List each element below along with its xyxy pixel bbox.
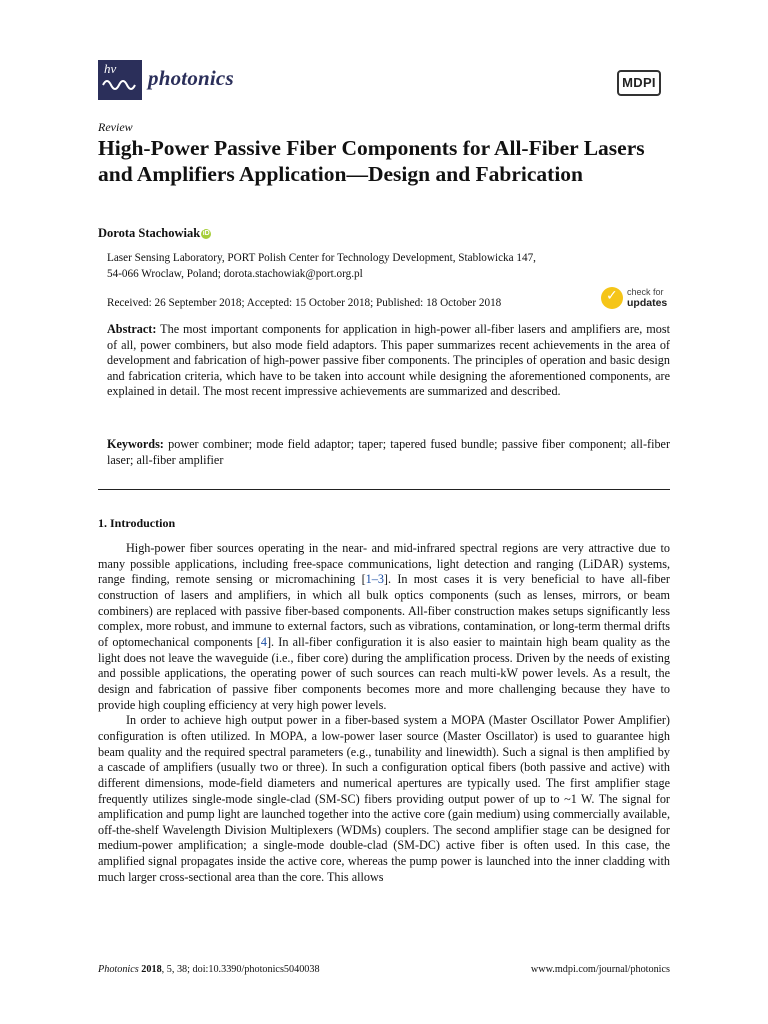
abstract-text: The most important components for application in high-power all-fiber lasers and amplifiers are, most of all, power combiners, but also mode field adaptors. This paper summarizes recent achievements in the area of development and fabrication of high-power passive fiber components. The principles of operation and basic design and fabrication criteria, which have to be taken into account while designing the aforementioned components, are explained in detail. The most recent impressive achievements are summarized and described. bbox=[107, 322, 671, 398]
article-type: Review bbox=[98, 120, 133, 134]
paragraph-text: ]. In most cases it is very beneficial to have all-fiber construction of lasers and amplifiers, in which all bulk optics components (such as lenses, mirrors, or beam combiners) are replaced with passive fiber-based components. All-fiber construction makes setups significantly less complex, more robust, and immune to external factors, such as vibrations, contamination, or long-term thermal drifts of optomechanical components [ bbox=[98, 572, 670, 649]
footer-journal: Photonics bbox=[98, 964, 139, 975]
keywords-label: Keywords: bbox=[107, 437, 164, 451]
footer-year: 2018 bbox=[141, 964, 162, 975]
citation-link[interactable]: 1–3 bbox=[365, 572, 384, 587]
check-badge-line1: check for bbox=[627, 287, 664, 297]
footer-citation bbox=[98, 964, 320, 975]
divider bbox=[98, 489, 670, 490]
orcid-icon[interactable]: iD bbox=[202, 230, 210, 237]
journal-logo-text: hv bbox=[104, 61, 117, 76]
mdpi-logo[interactable] bbox=[613, 70, 665, 96]
keywords bbox=[107, 437, 670, 468]
journal-name[interactable]: photonics bbox=[148, 66, 234, 90]
footer-url[interactable]: www.mdpi.com/journal/photonics bbox=[530, 964, 670, 975]
section-heading: 1. Introduction bbox=[98, 516, 176, 530]
paragraph-text: ]. In all-fiber configuration it is also easier to maintain high beam quality as the light does not leave the waveguide (i.e., fiber core) during the amplification process. Driven by the needs of existing and possible applications, the operating power of such sources can reach multi-kW power levels. As a result, the design and fabrication of passive fiber components becomes more and more challenging because they have to provide high coupling efficiency at very high power levels. bbox=[98, 634, 670, 712]
author-line bbox=[98, 226, 211, 241]
abstract-label: Abstract: bbox=[107, 322, 157, 336]
author-name[interactable]: Dorota Stachowiak bbox=[98, 226, 201, 240]
article-title: High-Power Passive Fiber Components for All-Fiber Lasers and Amplifiers Application—Design and Fabrication bbox=[98, 136, 645, 186]
affiliation-line: Laser Sensing Laboratory, PORT Polish Center for Technology Development, Stablowicka 147, bbox=[107, 252, 536, 264]
paragraph: In order to achieve high output power in a fiber-based system a MOPA (Master Oscillator Power Amplifier) configuration is often utilized. In MOPA, a low-power laser source (Master Oscillator) is used to guarantee high beam quality and the required spectral parameters (e.g., tunability and linewidth). Such a signal is then amplified by a cascade of amplifiers (usually two or three). In such a configuration optical fibers (both passive and active) with different dimensions, mode-field diameters and numerical apertures are typically used. The first amplifier stage frequently utilizes single-mode single-clad (SM-SC) fibers providing output power of up to ~1 W. The signal for amplification and pump light are launched together into the active core (gain medium) using commercially available, off-the-shelf Wavelength Division Multiplexers (WDMs) couplers. The second amplifier stage can be designed for medium-power amplification; a single-mode double-clad (SM-DC) active fiber is often used. In this case, the amplified signal propagates inside the active core, whereas the pump power is launched into the inner cladding with much larger cross-sectional area than the core. This allows bbox=[98, 713, 670, 884]
mdpi-logo-text: MDPI bbox=[622, 75, 656, 90]
paragraph-text: High-power fiber sources operating in the near- and mid-infrared spectral regions are very attractive due to many possible applications, including free-space communications, light detection and ranging (LiDAR) systems, range finding, remote sensing or micromachining [ bbox=[98, 541, 670, 587]
journal-logo bbox=[98, 60, 142, 100]
paragraph bbox=[98, 541, 670, 713]
keywords-text: power combiner; mode field adaptor; taper; tapered fused bundle; passive fiber component; all-fiber laser; all-fiber amplifier bbox=[107, 437, 671, 467]
footer-citation-rest: , 5, 38; doi:10.3390/photonics5040038 bbox=[161, 964, 320, 975]
abstract bbox=[107, 322, 670, 400]
check-updates-icon: ✓ bbox=[601, 287, 623, 309]
publication-dates: Received: 26 September 2018; Accepted: 15 October 2018; Published: 18 October 2018 bbox=[107, 297, 502, 309]
check-badge-line2: updates bbox=[627, 297, 668, 309]
citation-link[interactable]: 4 bbox=[260, 634, 267, 649]
body-text bbox=[98, 541, 670, 885]
affiliation bbox=[107, 250, 667, 282]
affiliation-line-email[interactable]: 54-066 Wroclaw, Poland; dorota.stachowiak@port.org.pl bbox=[107, 268, 363, 280]
wave-icon bbox=[102, 76, 138, 94]
check-for-updates-badge[interactable] bbox=[601, 285, 671, 311]
